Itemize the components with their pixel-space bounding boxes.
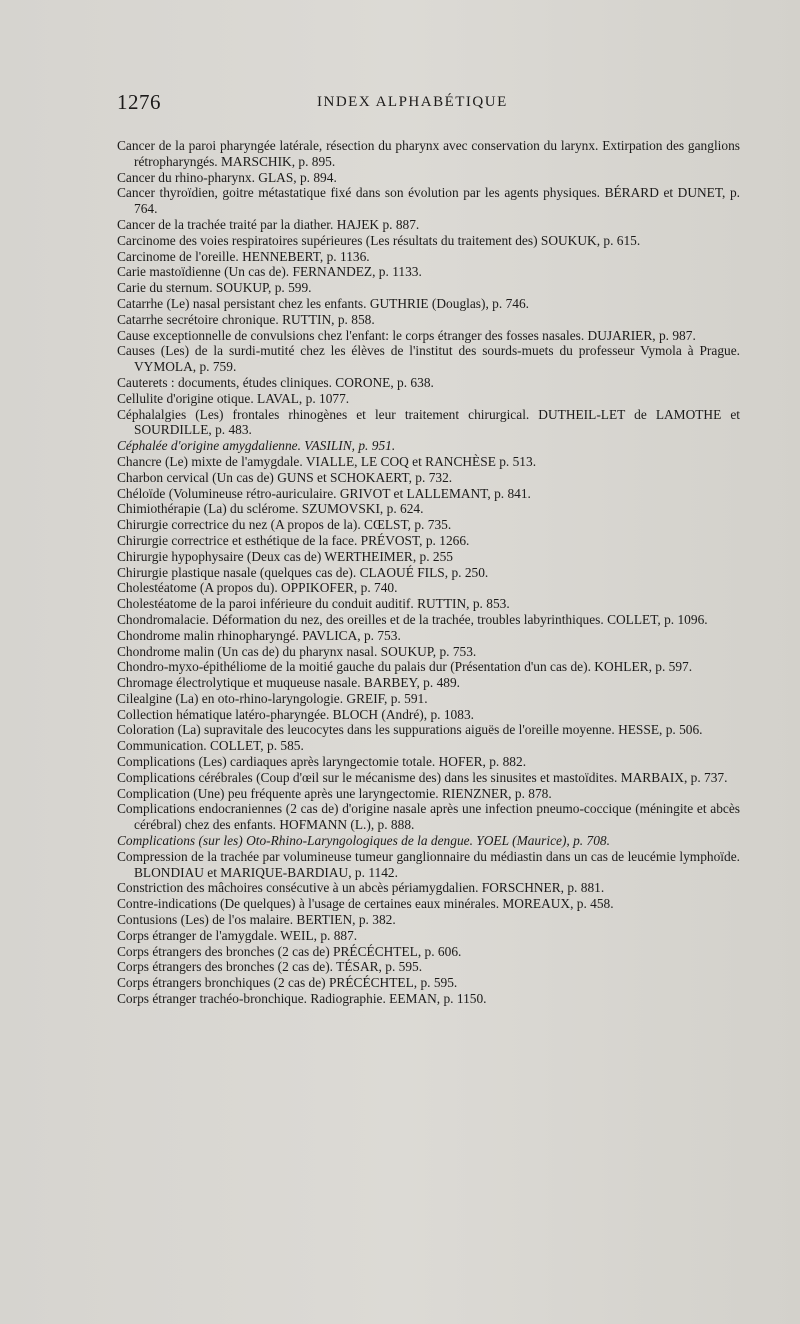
index-entry: Corps étrangers des bronches (2 cas de) PRÉCÉCHTEL, p. 606. (117, 943, 462, 959)
index-entry: Cancer de la trachée traité par la diather. HAJEK p. 887. (117, 216, 420, 232)
index-entry: Corps étrangers bronchiques (2 cas de) PRÉCÉCHTEL, p. 595. (117, 975, 458, 991)
index-entry: Cancer du rhino-pharynx. GLAS, p. 894. (117, 169, 337, 185)
index-entry: Compression de la trachée par volumineuse tumeur ganglionnaire du médiastin dans un cas de leucémie lymphoïde. BLONDIAU et MARIQUE-BARDIAU, p. 1142. (117, 848, 740, 880)
page-header (117, 90, 737, 120)
index-entry: Coloration (La) supravitale des leucocytes dans les suppurations aiguës de l'oreille moyenne. HESSE, p. 506. (117, 722, 703, 738)
index-entry: Corps étrangers des bronches (2 cas de). TÉSAR, p. 595. (117, 959, 423, 975)
index-entry: Charbon cervical (Un cas de) GUNS et SCHOKAERT, p. 732. (117, 469, 453, 485)
index-entry: Chimiothérapie (La) du sclérome. SZUMOVSKI, p. 624. (117, 501, 424, 517)
index-entry: Complications (sur les) Oto-Rhino-Laryngologiques de la dengue. YOEL (Maurice), p. 708. (117, 833, 610, 849)
index-entry: Catarrhe (Le) nasal persistant chez les enfants. GUTHRIE (Douglas), p. 746. (117, 295, 529, 311)
index-entry: Cauterets : documents, études cliniques. CORONE, p. 638. (117, 374, 434, 390)
index-entry: Cilealgine (La) en oto-rhino-laryngologie. GREIF, p. 591. (117, 690, 428, 706)
index-entry: Constriction des mâchoires consécutive à un abcès périamygdalien. FORSCHNER, p. 881. (117, 880, 605, 896)
index-entry: Chirurgie hypophysaire (Deux cas de) WERTHEIMER, p. 255 (117, 548, 454, 564)
running-title: INDEX ALPHABÉTIQUE (317, 94, 508, 110)
index-entry: Carcinome des voies respiratoires supérieures (Les résultats du traitement des) SOUKUK, p. 615. (117, 232, 641, 248)
index-entry: Cellulite d'origine otique. LAVAL, p. 1077. (117, 390, 350, 406)
index-entry: Corps étranger de l'amygdale. WEIL, p. 887. (117, 927, 358, 943)
index-entry: Communication. COLLET, p. 585. (117, 738, 304, 754)
page-number: 1276 (117, 90, 161, 114)
index-entry: Complication (Une) peu fréquente après une laryngectomie. RIENZNER, p. 878. (117, 785, 552, 801)
index-entry: Chancre (Le) mixte de l'amygdale. VIALLE, LE COQ et RANCHÈSE p. 513. (117, 453, 537, 469)
index-entry: Chondrome malin (Un cas de) du pharynx nasal. SOUKUP, p. 753. (117, 643, 477, 659)
index-entry: Carcinome de l'oreille. HENNEBERT, p. 1136. (117, 248, 370, 264)
index-entry: Chromage électrolytique et muqueuse nasale. BARBEY, p. 489. (117, 675, 461, 691)
index-entry: Céphalée d'origine amygdalienne. VASILIN, p. 951. (117, 438, 396, 454)
index-entry: Contre-indications (De quelques) à l'usage de certaines eaux minérales. MOREAUX, p. 458. (117, 896, 614, 912)
index-entry: Corps étranger trachéo-bronchique. Radiographie. EEMAN, p. 1150. (117, 991, 487, 1007)
index-entry: Cancer thyroïdien, goitre métastatique fixé dans son évolution par les agents physiques. BÉRARD et DUNET, p. 764. (117, 185, 740, 217)
index-entries (117, 138, 740, 1007)
index-entry: Chondromalacie. Déformation du nez, des oreilles et de la trachée, troubles labyrinthiques. COLLET, p. 1096. (117, 611, 708, 627)
index-entry: Céphalalgies (Les) frontales rhinogènes et leur traitement chirurgical. DUTHEIL-LET de LAMOTHE et SOURDILLE, p. 483. (117, 406, 740, 438)
index-entry: Chirurgie plastique nasale (quelques cas de). CLAOUÉ FILS, p. 250. (117, 564, 489, 580)
index-entry: Carie du sternum. SOUKUP, p. 599. (117, 280, 312, 296)
index-entry: Complications cérébrales (Coup d'œil sur le mécanisme des) dans les sinusites et mastoïdites. MARBAIX, p. 737. (117, 769, 728, 785)
index-entry: Cancer de la paroi pharyngée latérale, résection du pharynx avec conservation du larynx. Extirpation des ganglions rétropharyngés. MARSCHIK, p. 895. (117, 138, 740, 169)
index-entry: Catarrhe secrétoire chronique. RUTTIN, p. 858. (117, 311, 375, 327)
index-entry: Chondrome malin rhinopharyngé. PAVLICA, p. 753. (117, 627, 401, 643)
index-entry: Cholestéatome de la paroi inférieure du conduit auditif. RUTTIN, p. 853. (117, 596, 510, 612)
index-entry: Contusions (Les) de l'os malaire. BERTIEN, p. 382. (117, 912, 396, 928)
index-entry: Cholestéatome (A propos du). OPPIKOFER, p. 740. (117, 580, 398, 596)
index-entry: Chondro-myxo-épithéliome de la moitié gauche du palais dur (Présentation d'un cas de). KOHLER, p. 597. (117, 659, 693, 675)
index-entry: Chirurgie correctrice du nez (A propos de la). CŒLST, p. 735. (117, 517, 452, 533)
index-entry: Complications endocraniennes (2 cas de) d'origine nasale après une infection pneumo-coccique (méningite et abcès cérébral) chez des enfants. HOFMANN (L.), p. 888. (117, 801, 740, 833)
index-entry: Carie mastoïdienne (Un cas de). FERNANDEZ, p. 1133. (117, 264, 422, 280)
index-entry: Collection hématique latéro-pharyngée. BLOCH (André), p. 1083. (117, 706, 474, 722)
index-entry: Causes (Les) de la surdi-mutité chez les élèves de l'institut des sourds-muets du professeur Vymola à Prague. VYMOLA, p. 759. (117, 343, 740, 375)
index-entry: Chirurgie correctrice et esthétique de la face. PRÉVOST, p. 1266. (117, 532, 470, 548)
index-entry: Cause exceptionnelle de convulsions chez l'enfant: le corps étranger des fosses nasales. DUJARIER, p. 987. (117, 327, 696, 343)
index-entry: Complications (Les) cardiaques après laryngectomie totale. HOFER, p. 882. (117, 754, 527, 770)
index-entry: Chéloïde (Volumineuse rétro-auriculaire. GRIVOT et LALLEMANT, p. 841. (117, 485, 531, 501)
